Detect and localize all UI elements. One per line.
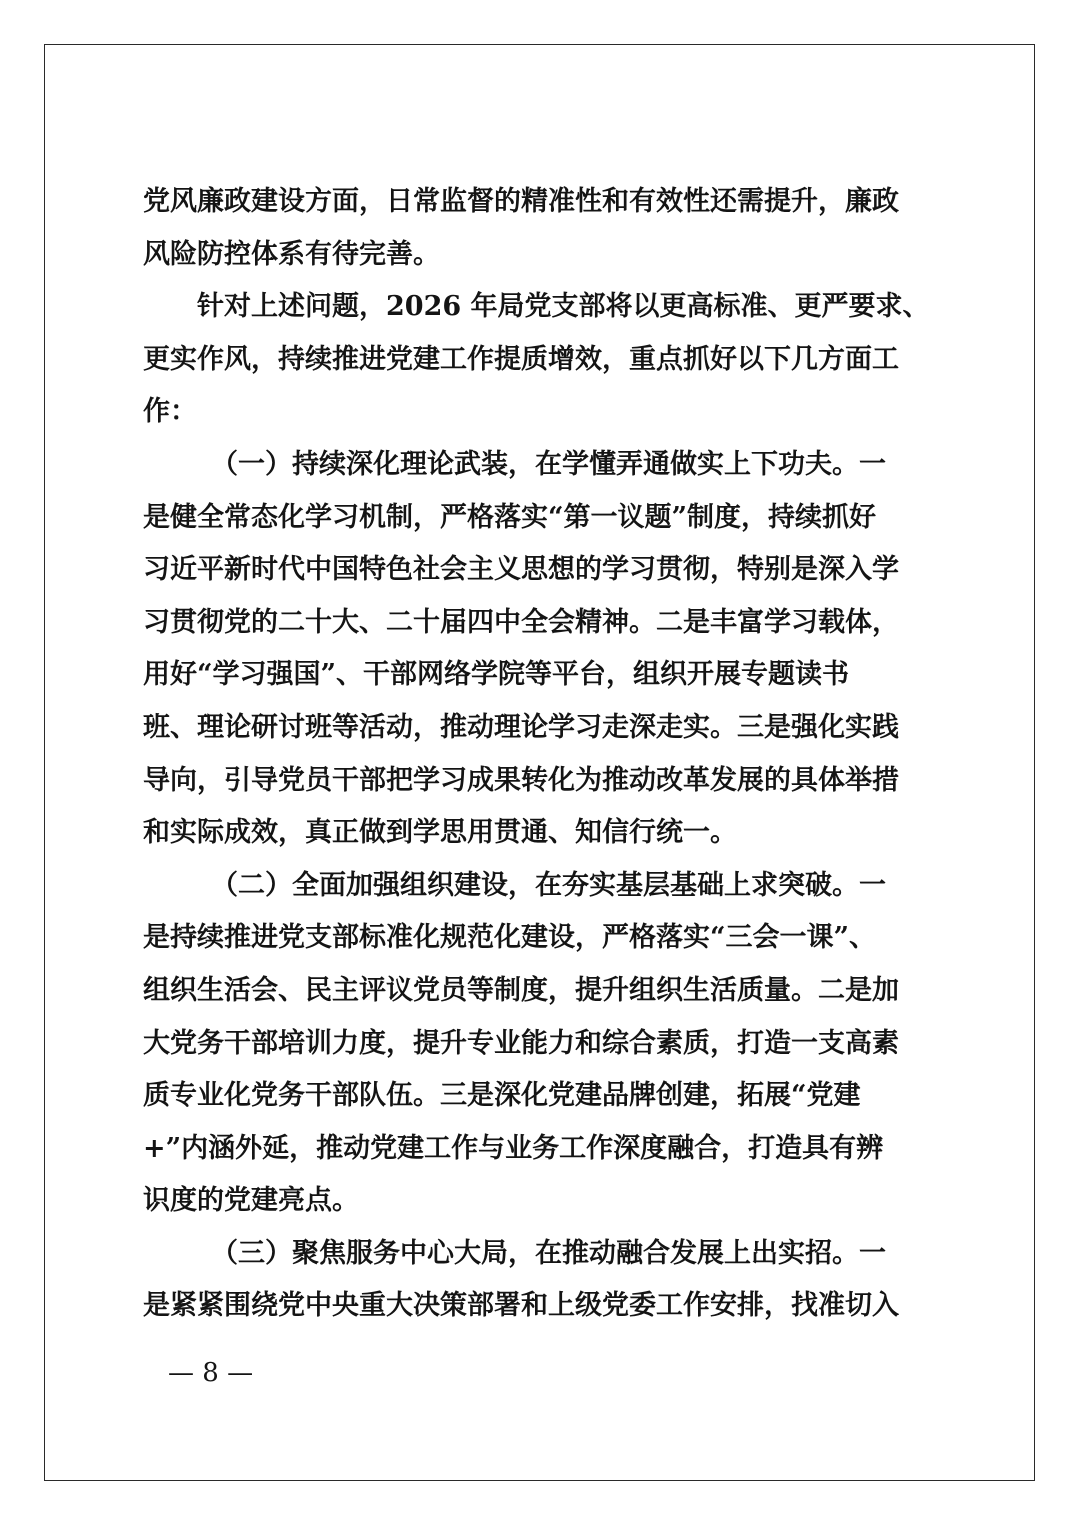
document-body [143,176,943,1333]
text-line: +”内涵外延，推动党建工作与业务工作深度融合，打造具有辨 [143,1132,884,1164]
text-line: 党风廉政建设方面，日常监督的精准性和有效性还需提升，廉政 [143,186,899,217]
page-number: — 8 — [168,1358,254,1388]
text-line: 是健全常态化学习机制，严格落实“第一议题”制度，持续抓好 [143,501,877,533]
text-line: 习贯彻党的二十大、二十届四中全会精神。二是丰富学习载体， [143,606,899,638]
text-line: 是紧紧围绕党中央重大决策部署和上级党委工作安排，找准切入 [143,1290,899,1322]
text-line: 组织生活会、民主评议党员等制度，提升组织生活质量。二是加 [143,974,899,1006]
text-line: 风险防控体系有待完善。 [143,238,440,270]
text-line: 用好“学习强国”、干部网络学院等平台，组织开展专题读书 [143,659,850,691]
text-line: 大党务干部培训力度，提升专业能力和综合素质，打造一支高素 [143,1027,899,1059]
text-line: 识度的党建亮点。 [143,1185,359,1217]
section-heading-3: （三）聚焦服务中心大局，在推动融合发展上出实招。一 [211,1237,886,1269]
text-line: 针对上述问题，2026 年局党支部将以更高标准、更严要求、 [197,291,930,323]
text-line: 作： [143,396,197,428]
text-line: 班、理论研讨班等活动，推动理论学习走深走实。三是强化实践 [143,711,899,743]
text-line: 导向，引导党员干部把学习成果转化为推动改革发展的具体举措 [143,764,899,796]
text-line: 是持续推进党支部标准化规范化建设，严格落实“三会一课”、 [143,922,877,954]
text-line: 和实际成效，真正做到学思用贯通、知信行统一。 [143,817,737,849]
section-heading-1: （一）持续深化理论武装，在学懂弄通做实上下功夫。一 [211,448,886,480]
text-line: 更实作风，持续推进党建工作提质增效，重点抓好以下几方面工 [143,343,899,375]
section-heading-2: （二）全面加强组织建设，在夯实基层基础上求突破。一 [211,869,886,901]
text-line: 质专业化党务干部队伍。三是深化党建品牌创建，拓展“党建 [143,1080,861,1112]
text-line: 习近平新时代中国特色社会主义思想的学习贯彻，特别是深入学 [143,554,899,586]
